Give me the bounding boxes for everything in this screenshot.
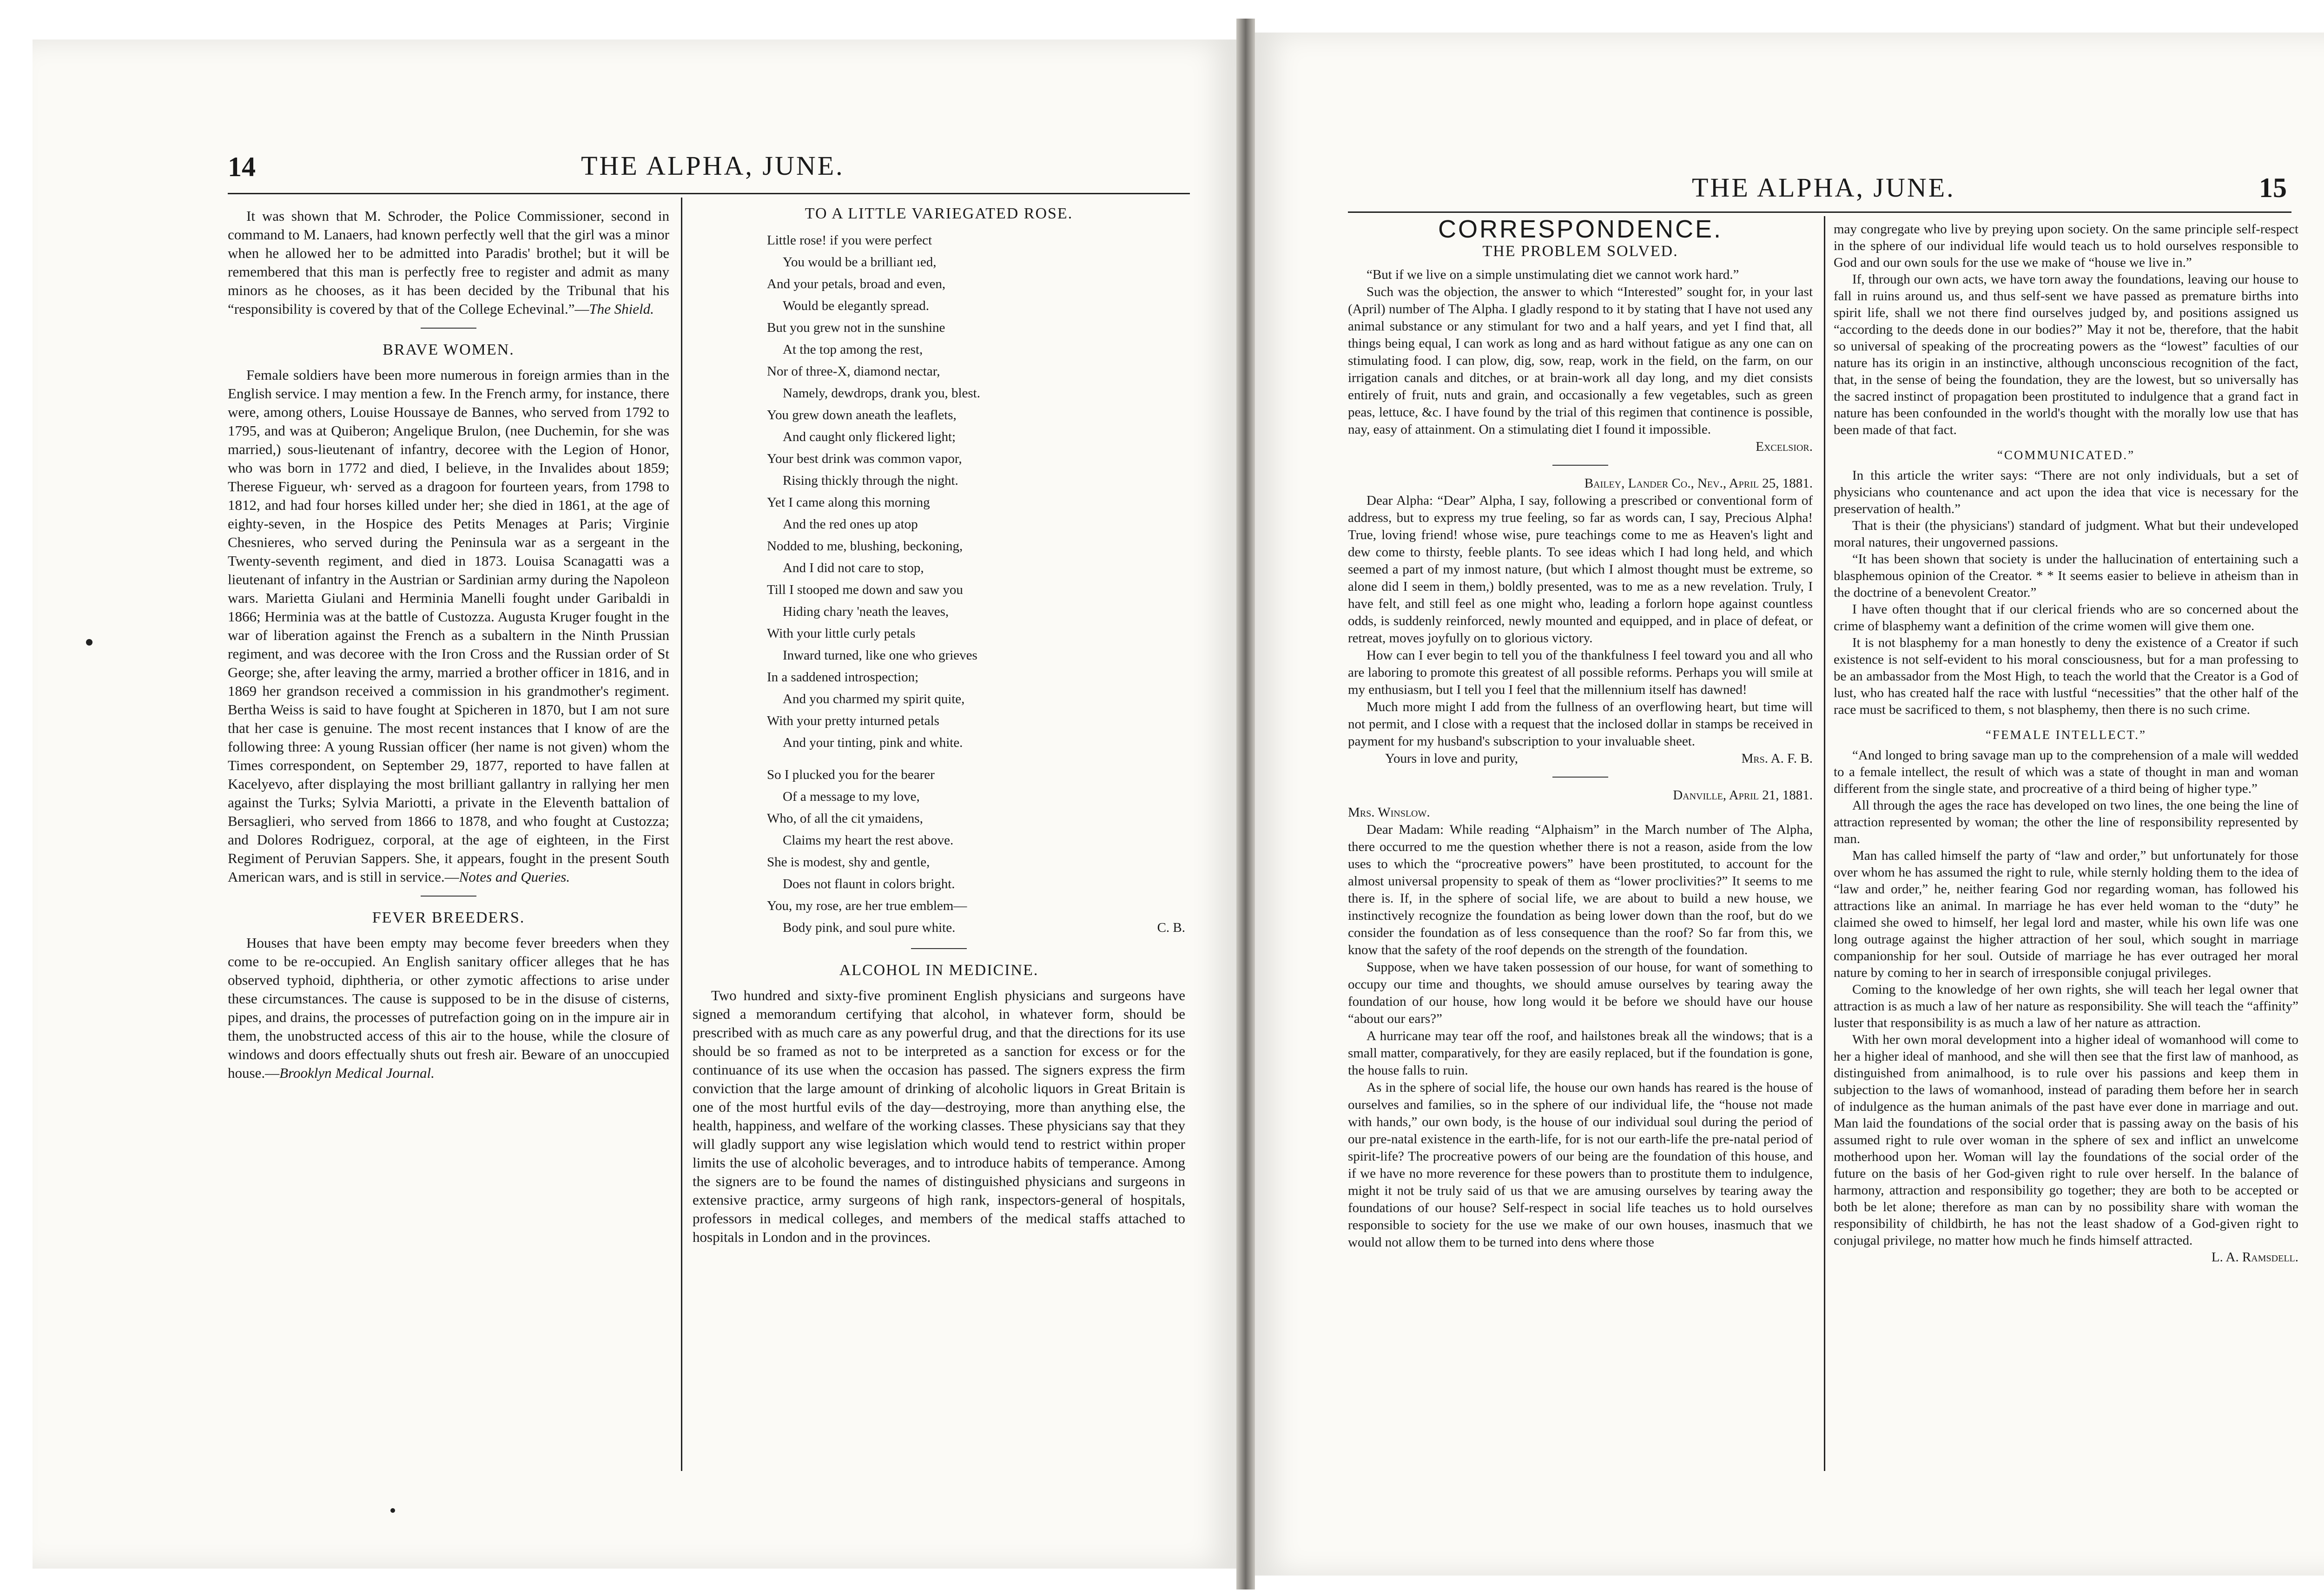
column-rule bbox=[681, 198, 682, 1471]
heading-correspondence: CORRESPONDENCE. bbox=[1438, 215, 1723, 243]
poem-line: But you grew not in the sunshine bbox=[767, 320, 945, 335]
letter-text: Dear Alpha: “Dear” Alpha, I say, following a prescribed or conventional form of address, but to express my true feeling, so far as words can, I say, Precious Alpha! True, loving friend! whose wise, pure teachings come to me as Heaven's light and dew come to thirsty, feeble plants. To see ideas which I had long held, and which seemed a part of my inmost nature, (but which I almost thought must be extreme, so alone did I seem in them,) boldly presented, was to me as a new revelation. Truly, I have felt, and still feel as one might who, leading a forlorn hope against countless odds, is suddenly reinforced, newly mounted and equipped, and in place of defeat, or retreat, moves joyfully on to glorious victory. bbox=[1348, 493, 1813, 646]
running-head: THE ALPHA, JUNE. bbox=[1692, 172, 1955, 203]
right-page bbox=[1255, 33, 2324, 1576]
separator bbox=[1552, 777, 1608, 778]
heading-female-intellect: “FEMALE INTELLECT.” bbox=[1986, 728, 2146, 742]
header-rule bbox=[228, 193, 1190, 194]
poem-line: And the red ones up atop bbox=[783, 517, 918, 532]
closing: Yours in love and purity, bbox=[1385, 751, 1518, 766]
page-number: 15 bbox=[2259, 172, 2287, 203]
letter-text: I have often thought that if our clerical friends who are so concerned about the crime of blasphemy want a definition of the crime women will give them one. bbox=[1834, 602, 2298, 633]
letter-text: may congregate who live by preying upon society. On the same principle self-respect in the sphere of our individual life would teach us to hold ourselves responsible to God and our own souls for the use we make of “house we live in.” bbox=[1834, 222, 2298, 270]
heading-alcohol: ALCOHOL IN MEDICINE. bbox=[839, 962, 1039, 979]
heading-communicated: “COMMUNICATED.” bbox=[1997, 448, 2135, 462]
letter-text: Coming to the knowledge of her own rights, she will teach her legal owner that attraction is as much a law of her nature as responsibility. She will teach the “affinity” luster that responsibility is as much a law of her nature as attraction. bbox=[1834, 982, 2298, 1030]
article-fever-breeders bbox=[228, 934, 669, 1082]
letter-closing-row bbox=[1348, 750, 1813, 767]
page-number: 14 bbox=[228, 152, 256, 182]
book-gutter bbox=[1236, 19, 1255, 1589]
heading-brave-women: BRAVE WOMEN. bbox=[383, 341, 515, 358]
poem-signature: C. B. bbox=[1157, 920, 1185, 935]
letter-text: If, through our own acts, we have torn away the foundations, leaving our house to fall in ruins around us, and thus self-sent we have passed as premature births into spirit life, shall we not there find ourselves judged by, and positions assigned us “according to the deeds done in our bodies?” May it not be, therefore, that the habit so universal of speaking of the procreating powers as the “lowest” faculties of our nature has its origin in an instinctive, although unconscious recognition of the fact, that, in the sense of being the foundation, they are the lowest, but so universally has the sacred instinct of propagation been prostituted to indulgence that a grand fact in nature has been confounded in the world's thought with the morally low use that has been made of that fact. bbox=[1834, 272, 2298, 437]
article-source: Notes and Queries. bbox=[459, 869, 570, 885]
poem-line: Rising thickly through the night. bbox=[783, 473, 958, 488]
poem-line: And your petals, broad and even, bbox=[767, 277, 946, 291]
addressee: Mrs. Winslow. bbox=[1348, 805, 1430, 820]
poem-last-row bbox=[762, 917, 1185, 939]
poem-line: Your best drink was common vapor, bbox=[767, 451, 962, 466]
letter-text: In this article the writer says: “There are not only individuals, but a set of physicians who countenance and act upon the idea that vice is necessary for the preservation of health.” bbox=[1834, 468, 2298, 516]
separator bbox=[421, 896, 476, 897]
poem-line: Nor of three-X, diamond nectar, bbox=[767, 364, 940, 379]
article-text: Houses that have been empty may become fever breeders when they come to be re-occupied. An English sanitary officer alleges that he has observed typhoid, diphtheria, or other zymotic affections to arise under these circumstances. The cause is supposed to be in the disuse of cisterns, pipes, and drains, the processes of putrefaction going on in the impure air in them, the unobstructed access of this air to the house, while the closure of windows and doors effectually shuts out fresh air. Beware of an unoccupied house.— bbox=[228, 935, 669, 1081]
left-column bbox=[228, 207, 669, 1082]
letter-text: How can I ever begin to tell you of the thankfulness I feel toward you and all who are laboring to promote this greatest of all possible reforms. Perhaps you will smile at my enthusiasm, but I tell you I feel that the millennium itself has dawned! bbox=[1348, 648, 1813, 697]
poem-line: Claims my heart the rest above. bbox=[783, 833, 954, 848]
right-column bbox=[693, 204, 1185, 1246]
running-head: THE ALPHA, JUNE. bbox=[581, 151, 845, 181]
poem-line: With your little curly petals bbox=[767, 626, 916, 641]
article-brave-women bbox=[228, 366, 669, 886]
poem-line: Who, of all the cit ymaidens, bbox=[767, 811, 923, 826]
letter-text: With her own moral development into a higher ideal of womanhood will come to her a higher ideal of manhood, and she will then see that the first law of manhood, as distinguished from animalhood, is to rule over his passions and keep them in subjection to the laws of womanhood, instead of parading them before her in search of indulgence as the human animals of the past have ever done in marriage and out. Man laid the foundations of the social order that is passing away on the basis of his assumed right to rule over woman in the sphere of sex and inflict an unwelcome motherhood upon her. Woman will lay the foundations of the social order of the future on the basis of her God-given right to rule over herself. In the balance of harmony, attraction and responsibility go together; they are both to be accepted or both be let alone; therefore as man can by no possibility share with woman the responsibility of childbirth, he has not the least shadow of a God-given right to conjugal privilege, no matter how much he finds himself attracted. bbox=[1834, 1032, 2298, 1248]
poem-line: Does not flaunt in colors bright. bbox=[783, 877, 955, 891]
article-source: Brooklyn Medical Journal. bbox=[279, 1065, 435, 1081]
letter-text: All through the ages the race has developed on two lines, the one being the line of attraction represented by woman; the other the line of responsibility represented by man. bbox=[1834, 798, 2298, 846]
poem-line: Little rose! if you were perfect bbox=[767, 233, 932, 248]
column-rule bbox=[1824, 216, 1825, 1471]
signature: L. A. Ramsdell. bbox=[2211, 1250, 2298, 1265]
letter-text: “It has been shown that society is under the hallucination of entertaining such a blasphemous opinion of the Creator. * * It seems easier to believe in atheism than in the doctrine of a benevolent Creator.” bbox=[1834, 552, 2298, 600]
poem-line: And I did not care to stop, bbox=[783, 561, 924, 575]
poem-line: Body pink, and soul pure white. bbox=[783, 920, 956, 935]
letter-text: It is not blasphemy for a man honestly to deny the existence of a Creator if such existence is not self-evident to his moral consciousness, but for a man professing to be an ambassador from the Most High, to teach the world that the Creator is a God of lust, who has created half the race with lustful “necessities” that the other half of the race must be sacrificed to them, s not blasphemy, then there is no such crime. bbox=[1834, 635, 2298, 717]
article-alcohol: Two hundred and sixty-five prominent English physicians and surgeons have signed a memorandum certifying that alcohol, in whatever form, should be prescribed with as much care as any powerful drug, and that the directions for its use should be so framed as not to be interpreted as a sanction for excess or for the continuance of its use when the occasion has passed. The signers express the firm conviction that the large amount of drinking of alcoholic liquors in Great Britain is one of the most hurtful evils of the day—destroying, more than anything else, the health, happiness, and welfare of the working classes. These physicians say that they will gladly support any wise legislation which would tend to restrict within proper limits the use of alcoholic beverages, and to introduce habits of temperance. Among the signers are to be found the names of distinguished physicians and surgeons in extensive practice, army surgeons of high rank, inspectors-general of hospitals, professors in medical colleges, and members of the medical staffs attached to hospitals in London and in the provinces. bbox=[693, 987, 1185, 1245]
left-page bbox=[33, 40, 1236, 1569]
article-text: It was shown that M. Schroder, the Police Commissioner, second in command to M. Lanaers, had known perfectly well that the girl was a minor when he allowed her to be admitted into Paradis' brothel; but it will be remembered that this man is perfectly free to register and admit as many minors as he chooses, as it has been decided by the Tribunal that his “responsibility is covered by that of the College Echevinal.”— bbox=[228, 208, 669, 317]
poem-line: Namely, dewdrops, drank you, blest. bbox=[783, 386, 980, 401]
letter-text: As in the sphere of social life, the house our own hands has reared is the house of ourselves and families, so in the sphere of our individual life, the “house not made with hands,” our own body, is the house of our individual soul during the period of our pre-natal existence in the earth-life, for is not our earth-life the pre-natal period of spirit-life? The procreative powers of our being are the foundation of this house, and if we have no more reverence for these powers than to prostitute them to indulgence, might it not be truly said of us that we are amusing ourselves by tearing away the foundations of our house? Self-respect in social life teaches us to hold ourselves responsible to society for the use we make of our own houses, inasmuch that we would not allow them to be turned into dens where those bbox=[1348, 1080, 1813, 1250]
poem-line: Nodded to me, blushing, beckoning, bbox=[767, 539, 963, 554]
poem-line: Inward turned, like one who grieves bbox=[783, 648, 977, 663]
article-source: The Shield. bbox=[589, 301, 654, 317]
header-rule bbox=[1348, 211, 2291, 213]
letter-text: Dear Madam: While reading “Alphaism” in the March number of The Alpha, there occurred to me the question whether there is not a reason, aside from the low uses to which the “procreative powers” have been prostituted, to account for the almost universal propensity to speak of them as “lower proclivities?” It seems to me there is. If, in the sphere of social life, we are about to build a new house, we instinctively recognize the foundation as being lower down than the roof, but do we consider the foundation as of less consequence than the roof? So far from this, we know that the safety of the roof depends on the strength of the foundation. bbox=[1348, 822, 1813, 957]
poem-line: Of a message to my love, bbox=[783, 789, 920, 804]
letter-text: Much more might I add from the fullness of an overflowing heart, but time will not permit, and I close with a request that the inclosed dollar in stamps be received in payment for my husband's subscription to your invaluable sheet. bbox=[1348, 699, 1813, 749]
poem-rose bbox=[693, 230, 1185, 939]
poem-line: Would be elegantly spread. bbox=[783, 298, 929, 313]
poem-line: You would be a brilliant ıed, bbox=[783, 255, 937, 270]
quote: “But if we live on a simple unstimulating diet we cannot work hard.” bbox=[1367, 267, 1739, 282]
dateline: Danville, April 21, 1881. bbox=[1673, 788, 1813, 803]
separator bbox=[1552, 465, 1608, 466]
letter-text: Such was the objection, the answer to which “Interested” sought for, in your last (April) number of The Alpha. I gladly respond to it by stating that I have not used any animal substance or any stimulant for two and a half years, and yet I find that, all things being equal, I can work as long and as hard without fatigue as any one can on stimulating food. I can plow, dig, sow, reap, work in the field, on the farm, on our irrigation canals and ditches, or at brain-work all day long, and my diet consists entirely of fruit, nuts and grain, and occasionally a few vegetables, such as green peas, lettuce, &c. I have found by the trial of this regimen that continence is possible, nay, easy of attainment. On a stimulating diet I found it impossible. bbox=[1348, 284, 1813, 437]
article-schroder bbox=[228, 207, 669, 318]
poem-line: So I plucked you for the bearer bbox=[767, 767, 935, 782]
letter-text: “And longed to bring savage man up to the comprehension of a male will wedded to a female intellect, the result of which was a state of thought in man and woman different from the single state, and procreative of a third being of higher type.” bbox=[1834, 748, 2298, 796]
poem-line: At the top among the rest, bbox=[783, 342, 923, 357]
heading-fever-breeders: FEVER BREEDERS. bbox=[372, 909, 525, 926]
poem-line: And your tinting, pink and white. bbox=[783, 735, 963, 750]
dateline: Bailey, Lander Co., Nev., April 25, 1881. bbox=[1584, 476, 1813, 491]
letter-text: Suppose, when we have taken possession of our house, for want of something to occupy our time and thoughts, we should amuse ourselves by tearing away the foundation of our house, how long would it be before we should have our house “about our ears?” bbox=[1348, 960, 1813, 1026]
page-speck bbox=[390, 1508, 395, 1513]
left-column bbox=[1348, 215, 1813, 1251]
poem-line: You, my rose, are her true emblem— bbox=[767, 898, 967, 913]
poem-line: She is modest, shy and gentle, bbox=[767, 855, 930, 870]
article-text: Female soldiers have been more numerous in foreign armies than in the English service. I may mention a few. In the French army, for instance, there were, among others, Louise Houssaye de Bannes, who served from 1792 to 1795, and was at Quiberon; Angelique Brulon, (nee Duchemin, for she was married,) sous-lieutenant of infantry, decoree with the Legion of Honor, who was born in 1772 and died, I believe, in the Invalides about 1859; Therese Figueur, wh· served as a dragoon for fourteen years, from 1798 to 1812, and had four horses killed under her; she died in 1861, at the age of eighty-seven, in the Hospice des Petits Menages at Paris; Virginie Chesnieres, who served during the Peninsula war as a sergeant in the Twenty-seventh regiment, and died in 1873. Louisa Scanagatti was a lieutenant of infantry in the Austrian or Sardinian army during the Napoleon wars. Marietta Giulani and Herminia Manelli fought under Garibaldi in 1866; Herminia was at the battle of Custozza. Augusta Kruger fought in the war of liberation against the French as a subaltern in the Ninth Prussian regiment, and was decoree with the Iron Cross and the Russian order of St George; she, after leaving the army, married a brother officer in 1816, and in 1869 her grandson received a commission in his grandmother's regiment. Bertha Weiss is said to have fought at Spicheren in 1870, but I am not sure that her case is genuine. The most recent instances that I know of are the following three: A young Russian officer (her name is not given) whom the Times correspondent, on September 29, 1877, reported to have fallen at Kacelyevo, after displaying the most brilliant gallantry in rallying her men against the Turks; Sylvia Mariotti, a private in the Eleventh battalion of Bersaglieri, who served from 1866 to 1878, and who fought at Custozza; and Dolores Rodriguez, corporal, at the age of eighteen, in the First Regiment of Peruvian Sappers. She, it appears, fought in the present South American wars, and is still in service.— bbox=[228, 367, 669, 885]
heading-problem-solved: THE PROBLEM SOLVED. bbox=[1482, 243, 1678, 260]
poem-line: And you charmed my spirit quite, bbox=[783, 692, 965, 706]
signature: Mrs. A. F. B. bbox=[1741, 751, 1813, 766]
separator bbox=[911, 948, 967, 949]
letter-text: Man has called himself the party of “law and order,” but unfortunately for those over whom he has assumed the right to rule, while sternly holding them to the idea of “law and order,” he, neither fearing God nor regarding woman, has followed his attractions like an animal. In marriage he has ever held woman to the “duty” he claimed she owed to himself, her legal lord and master, while his own life was one long outrage against the higher attraction of her soul, which sought in marriage companionship for her soul. Outside of marriage he has ever outraged her moral nature by coming to her in search of irresponsible conjugal privileges. bbox=[1834, 848, 2298, 980]
heading-rose-poem: TO A LITTLE VARIEGATED ROSE. bbox=[805, 205, 1073, 222]
poem-line: Till I stooped me down and saw you bbox=[767, 582, 963, 597]
right-column bbox=[1834, 221, 2298, 1266]
letter-text: A hurricane may tear off the roof, and hailstones break all the windows; that is a small matter, comparatively, for they are easily replaced, but if the foundation is gone, the house falls to ruin. bbox=[1348, 1029, 1813, 1078]
poem-line: Yet I came along this morning bbox=[767, 495, 930, 510]
poem-line: With your pretty inturned petals bbox=[767, 713, 939, 728]
letter-text: That is their (the physicians') standard of judgment. What but their undeveloped moral natures, their ungoverned passions. bbox=[1834, 518, 2298, 550]
separator bbox=[421, 328, 476, 329]
signature: Excelsior. bbox=[1756, 439, 1813, 454]
poem-line: You grew down aneath the leaflets, bbox=[767, 408, 957, 422]
poem-line: And caught only flickered light; bbox=[783, 429, 956, 444]
poem-line: Hiding chary 'neath the leaves, bbox=[783, 604, 949, 619]
poem-line: In a saddened introspection; bbox=[767, 670, 919, 685]
page-speck bbox=[86, 639, 92, 646]
